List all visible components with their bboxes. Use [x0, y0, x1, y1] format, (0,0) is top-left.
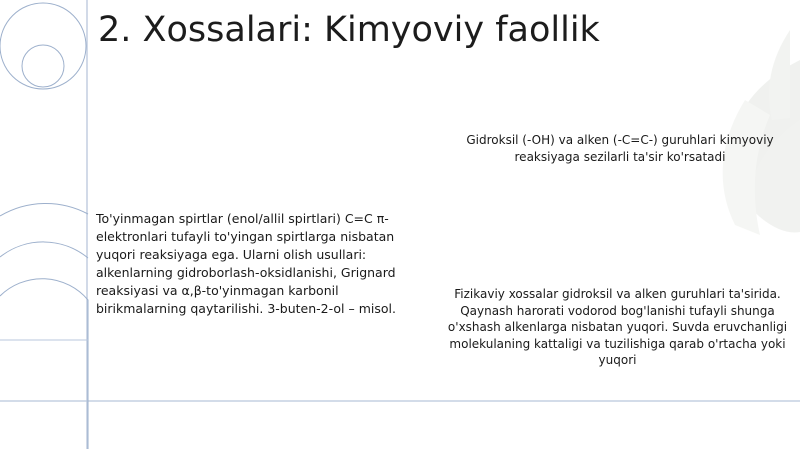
arc-three: [0, 279, 88, 449]
small-circle-top: [22, 45, 64, 87]
big-circle-top: [0, 3, 86, 89]
arc-two: [0, 242, 88, 258]
right-bottom-paragraph: Fizikaviy xossalar gidroksil va alken guruhlari ta'sirida. Qaynash harorati vodorod bog'lanishi tufayli shunga o'xshash alkenlarga nisbatan yuqori. Suvda eruvchanligi molekulaning kattaligi va tuzilishiga qarab o'rtacha yoki yuqori: [447, 287, 788, 367]
arc-one: [0, 203, 88, 216]
right-top-paragraph: Gidroksil (-OH) va alken (-C=C-) guruhlari kimyoviy reaksiyaga sezilarli ta'sir ko'rsatadi: [466, 133, 774, 164]
slide-title: 2. Xossalari: Kimyoviy faollik: [98, 10, 600, 50]
left-paragraph: To'yinmagan spirtlar (enol/allil spirtlari) C=C π-elektronlari tufayli to'yingan spirtlarga nisbatan yuqori reaksiyaga ega. Ularni olish usullari: alkenlarning gidroborlash-oksidlanishi, Grignard reaksiyasi va α,β-to'yinmagan karbonil birikmalarning qaytarilishi. 3-buten-2-ol – misol.: [96, 211, 396, 316]
